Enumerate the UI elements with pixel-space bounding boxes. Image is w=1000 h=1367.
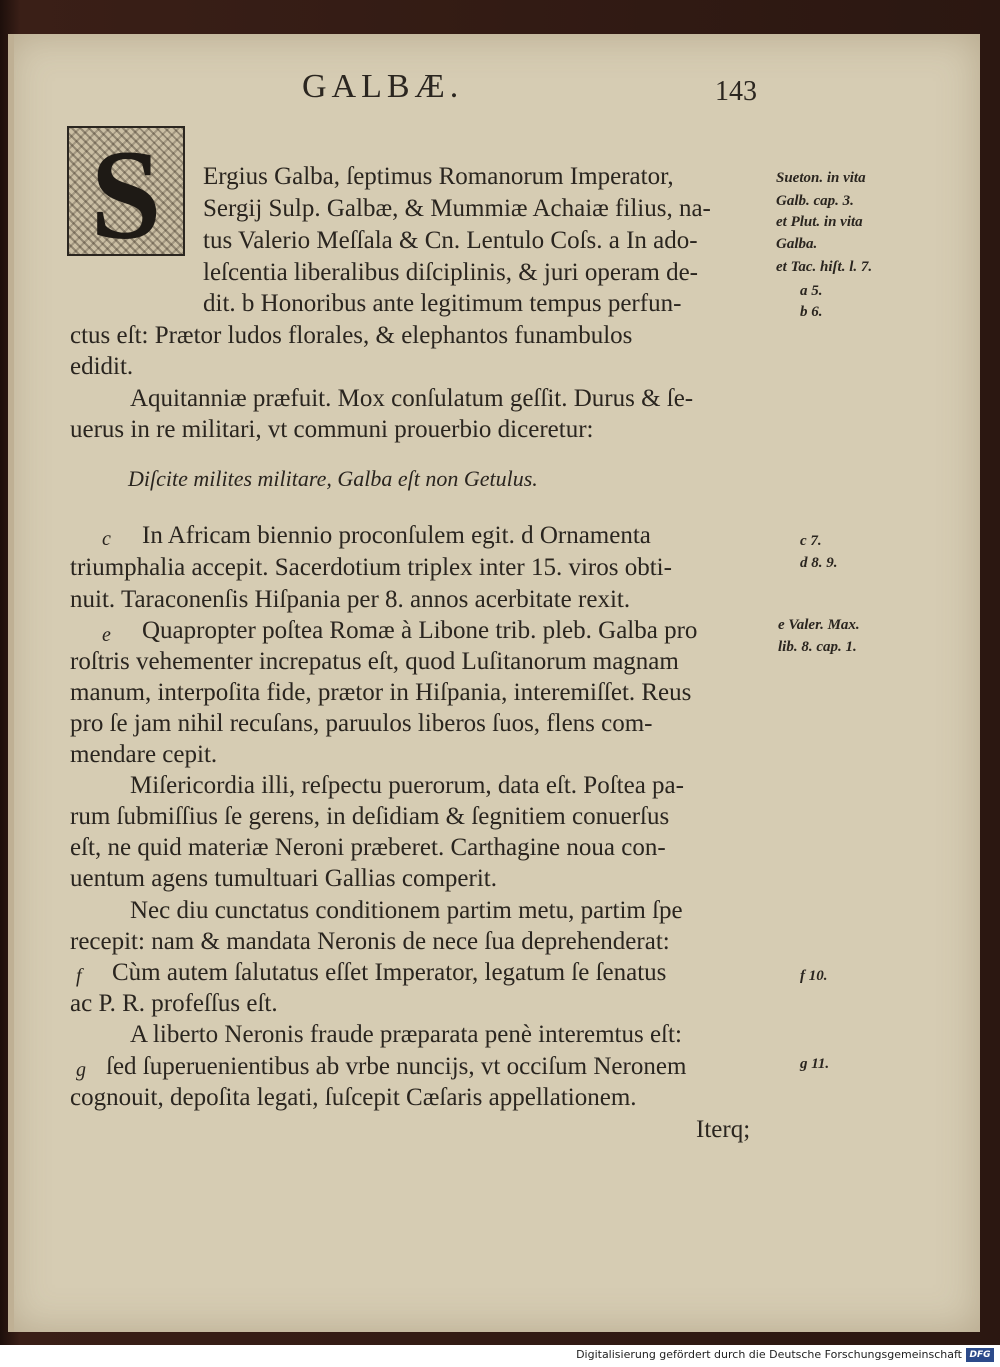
- page-number: 143: [715, 76, 757, 107]
- text-line: In Africam biennio proconſulem egit. d Ornamenta: [142, 522, 651, 549]
- text-line: manum, interpoſita fide, prætor in Hiſpania, interemiſſet. Reus: [70, 679, 692, 706]
- margin-note: Galba.: [776, 236, 818, 252]
- text-line: Cùm autem ſalutatus eſſet Imperator, legatum ſe ſenatus: [112, 959, 667, 986]
- text-line: ſed ſuperuenientibus ab vrbe nuncijs, vt occiſum Neronem: [106, 1053, 687, 1080]
- line-marker: f: [76, 965, 82, 987]
- dfg-logo: DFG: [966, 1348, 994, 1362]
- margin-note: lib. 8. cap. 1.: [778, 639, 857, 655]
- margin-note: e Valer. Max.: [778, 617, 860, 633]
- text-line: dit. b Honoribus ante legitimum tempus perfun-: [203, 290, 682, 317]
- margin-note: Sueton. in vita: [776, 170, 866, 186]
- text-line: ac P. R. profeſſus eſt.: [70, 990, 278, 1017]
- text-line: uentum agens tumultuari Gallias comperit.: [70, 865, 497, 892]
- margin-note: et Plut. in vita: [776, 214, 863, 230]
- text-line: edidit.: [70, 353, 134, 380]
- margin-note: c 7.: [800, 533, 822, 549]
- text-line: eſt, ne quid materiæ Neroni præberet. Carthagine noua con-: [70, 834, 666, 861]
- initial-letter: S: [90, 124, 162, 266]
- text-line: Sergij Sulp. Galbæ, & Mummiæ Achaiæ filius, na-: [203, 195, 711, 222]
- margin-note: a 5.: [800, 283, 823, 299]
- text-line: roſtris vehementer increpatus eſt, quod Luſitanorum magnam: [70, 648, 679, 675]
- margin-note: g 11.: [800, 1056, 830, 1072]
- line-marker: g: [76, 1059, 86, 1081]
- text-line: cognouit, depoſita legati, ſuſcepit Cæſaris appellationem.: [70, 1084, 637, 1111]
- text-line: Quapropter poſtea Romæ à Libone trib. pleb. Galba pro: [142, 617, 698, 644]
- line-marker: c: [102, 528, 111, 550]
- margin-note: f 10.: [800, 968, 828, 984]
- text-line: mendare cepit.: [70, 741, 218, 768]
- text-line: nuit. Taraconenſis Hiſpania per 8. annos acerbitate rexit.: [70, 586, 631, 613]
- margin-note: et Tac. hiſt. l. 7.: [776, 259, 873, 275]
- margin-note: Galb. cap. 3.: [776, 193, 854, 209]
- text-line: recepit: nam & mandata Neronis de nece ſua deprehenderat:: [70, 928, 670, 955]
- text-line: A liberto Neronis fraude præparata penè interemtus eſt:: [130, 1021, 682, 1048]
- text-line: leſcentia liberalibus diſciplinis, & juri operam de-: [203, 259, 698, 286]
- text-line: Ergius Galba, ſeptimus Romanorum Imperator,: [203, 163, 674, 190]
- digitization-footer: [0, 1345, 1000, 1367]
- text-line: uerus in re militari, vt communi prouerbio diceretur:: [70, 416, 594, 443]
- page-spine: [8, 34, 14, 1332]
- running-head: GALBÆ.: [302, 68, 464, 105]
- text-line: Miſericordia illi, reſpectu puerorum, data eſt. Poſtea pa-: [130, 772, 684, 799]
- text-line: pro ſe jam nihil recuſans, paruulos liberos ſuos, flens com-: [70, 710, 653, 737]
- text-line: Aquitanniæ præfuit. Mox conſulatum geſſit. Durus & ſe-: [130, 385, 694, 412]
- verse-line: Diſcite milites militare, Galba eſt non Getulus.: [128, 466, 538, 491]
- text-line: ctus eſt: Prætor ludos florales, & elephantos funambulos: [70, 322, 633, 349]
- catchword: Iterq;: [696, 1116, 751, 1143]
- margin-note: d 8. 9.: [800, 555, 838, 571]
- text-line: Nec diu cunctatus conditionem partim metu, partim ſpe: [130, 897, 683, 924]
- margin-note: b 6.: [800, 304, 823, 320]
- text-line: rum ſubmiſſius ſe gerens, in deſidiam & ſegnitiem conuerſus: [70, 803, 670, 830]
- decorated-initial: [67, 124, 185, 266]
- text-line: tus Valerio Meſſala & Cn. Lentulo Coſs. a In ado-: [203, 227, 698, 254]
- footer-credit: Digitalisierung gefördert durch die Deutsche Forschungsgemeinschaft: [576, 1348, 962, 1361]
- text-line: triumphalia accepit. Sacerdotium triplex inter 15. viros obti-: [70, 554, 672, 581]
- line-marker: e: [102, 624, 111, 646]
